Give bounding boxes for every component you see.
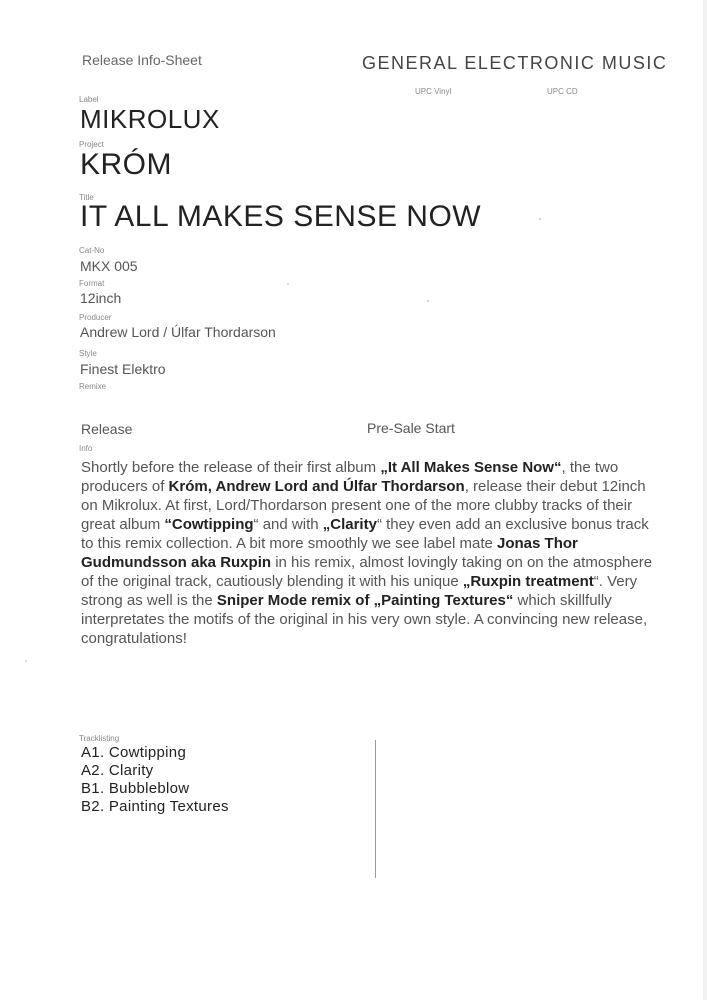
release-info-text	[81, 458, 661, 648]
info-text: in his remix, almost lovingly taking on on the atmosphere of the original track, cautiously blending it with his unique	[81, 554, 653, 590]
tracklist	[81, 744, 229, 816]
vertical-divider	[375, 740, 376, 878]
track-item: B1. Bubbleblow	[81, 780, 190, 797]
info-highlight: „Clarity	[322, 516, 377, 533]
track-item: A2. Clarity	[81, 762, 154, 779]
producer-value: Andrew Lord / Úlfar Thordarson	[80, 324, 276, 340]
info-highlight: „It All Makes Sense Now“	[380, 459, 562, 476]
scan-speck	[427, 300, 429, 302]
catno-caption: Cat-No	[79, 246, 105, 255]
info-text: “ and with	[253, 516, 323, 533]
upc-cd-label: UPC CD	[547, 87, 578, 96]
info-text: , the two producers of	[81, 459, 619, 495]
presale-label: Pre-Sale Start	[367, 420, 455, 436]
info-highlight: Króm, Andrew Lord and Úlfar Thordarson	[168, 478, 465, 495]
label-caption: Label	[79, 95, 99, 104]
format-caption: Format	[79, 279, 105, 288]
catno-value: MKX 005	[80, 258, 138, 274]
page-edge-shadow	[703, 0, 707, 1000]
title-value: IT ALL MAKES SENSE NOW	[80, 200, 482, 233]
producer-caption: Producer	[79, 313, 112, 322]
scan-speck	[287, 283, 289, 285]
scan-speck	[539, 218, 541, 220]
style-value: Finest Elektro	[80, 361, 166, 377]
remixe-caption: Remixe	[79, 382, 107, 391]
info-highlight: „Ruxpin treatment	[462, 573, 594, 590]
info-caption: Info	[79, 444, 93, 453]
upc-vinyl-label: UPC Vinyl	[415, 87, 452, 96]
info-highlight: “Cowtipping	[164, 516, 254, 533]
scan-speck	[25, 660, 27, 662]
style-caption: Style	[79, 349, 97, 358]
project-value: KRÓM	[80, 148, 172, 181]
title-caption: Title	[79, 193, 94, 202]
release-label: Release	[81, 421, 133, 437]
info-highlight: Sniper Mode remix of „Painting Textures“	[216, 592, 514, 609]
format-value: 12inch	[80, 290, 122, 306]
info-highlight: Jonas Thor Gudmundsson aka Ruxpin	[81, 535, 578, 571]
sheet-title: Release Info-Sheet	[82, 52, 202, 68]
info-text: “ they even add an exclusive bonus track to this remix collection. A bit more smoothly we see label mate	[81, 516, 649, 552]
company-name: GENERAL ELECTRONIC MUSIC	[362, 53, 668, 73]
info-text: , release their debut 12inch on Mikrolux. At first, Lord/Thordarson present one of the more clubby tracks of their great album	[81, 478, 646, 533]
info-text: “. Very strong as well is the	[81, 573, 638, 609]
info-text: Shortly before the release of their first album	[81, 459, 381, 476]
tracklisting-caption: Tracklisting	[79, 734, 120, 743]
track-item: A1. Cowtipping	[81, 744, 187, 761]
label-value: MIKROLUX	[80, 104, 220, 134]
project-caption: Project	[79, 140, 104, 149]
track-item: B2. Painting Textures	[81, 798, 229, 815]
info-text: which skillfully interpretates the motifs of the original in his very own style. A convincing new release, congratulations!	[81, 592, 648, 647]
